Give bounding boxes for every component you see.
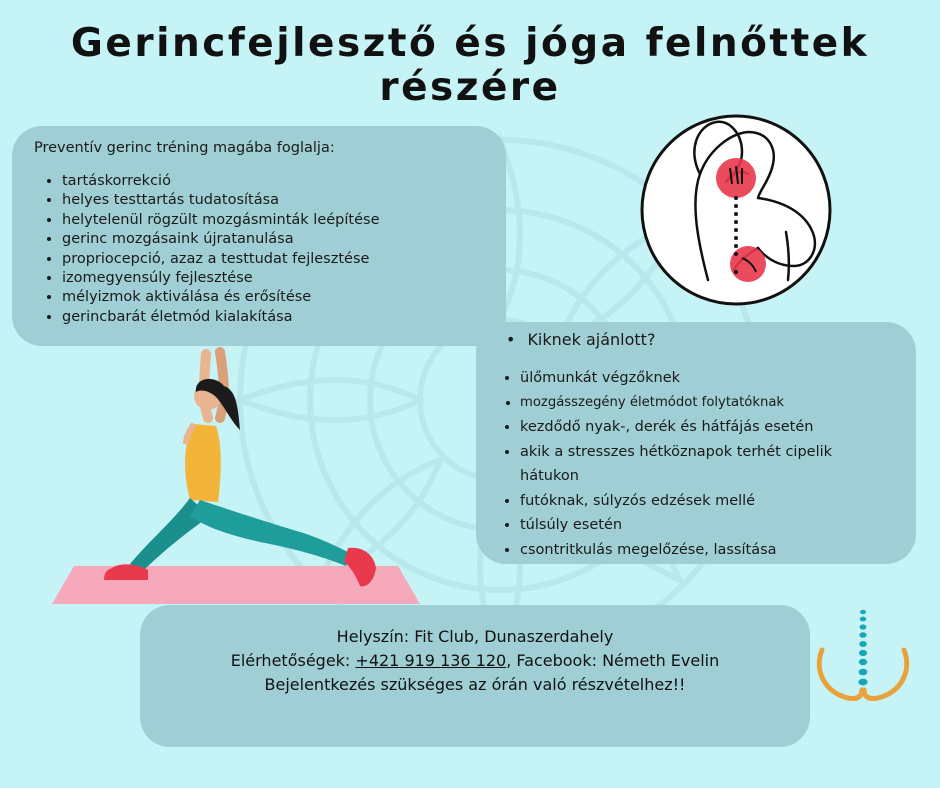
list-item: • helyes testtartás tudatosítása <box>62 191 380 210</box>
phone-link[interactable]: +421 919 136 120 <box>355 651 507 670</box>
contact-line <box>140 649 810 673</box>
contact-suffix: , Facebook: Németh Evelin <box>506 651 720 670</box>
list-item: • propriocepció, azaz a testtudat fejlesztése <box>62 250 380 269</box>
contact-prefix: Elérhetőségek: <box>230 651 356 670</box>
recommended-panel <box>476 322 916 564</box>
training-list <box>34 172 380 327</box>
info-panel <box>140 605 810 747</box>
list-item: • tartáskorrekció <box>62 172 380 191</box>
woman-lunge-yoga-illustration <box>90 340 410 600</box>
recommended-heading: • Kiknek ajánlott? <box>506 330 655 349</box>
list-item: • túlsúly esetén <box>520 513 880 538</box>
training-intro: Preventív gerinc tréning magába foglalja: <box>34 140 335 156</box>
list-item: • csontritkulás megelőzése, lassítása <box>520 538 880 563</box>
page-title <box>0 22 940 110</box>
title-line-1: Gerincfejlesztő és jóga felnőttek <box>70 21 870 66</box>
back-pain-illustration <box>638 112 834 308</box>
title-line-2: részére <box>379 65 561 110</box>
training-panel <box>12 126 506 346</box>
location-text: Helyszín: Fit Club, Dunaszerdahely <box>336 627 614 646</box>
list-item: • mozgásszegény életmódot folytatóknak <box>520 391 880 416</box>
recommended-list <box>500 366 880 562</box>
list-item: • mélyizmok aktiválása és erősítése <box>62 288 380 307</box>
list-item: • kezdődő nyak-, derék és hátfájás esetén <box>520 415 880 440</box>
list-item: • gerincbarát életmód kialakítása <box>62 308 380 327</box>
list-item: • akik a stresszes hétköznapok terhét cipelik hátukon <box>520 440 880 489</box>
spine-logo <box>808 600 918 710</box>
list-item: • futóknak, súlyzós edzések mellé <box>520 489 880 514</box>
signup-text: Bejelentkezés szükséges az órán való részvételhez!! <box>264 675 686 694</box>
list-item: • gerinc mozgásaink újratanulása <box>62 230 380 249</box>
list-item: • ülőmunkát végzőknek <box>520 366 880 391</box>
list-item: • helytelenül rögzült mozgásminták leépítése <box>62 211 380 230</box>
list-item: • izomegyensúly fejlesztése <box>62 269 380 288</box>
